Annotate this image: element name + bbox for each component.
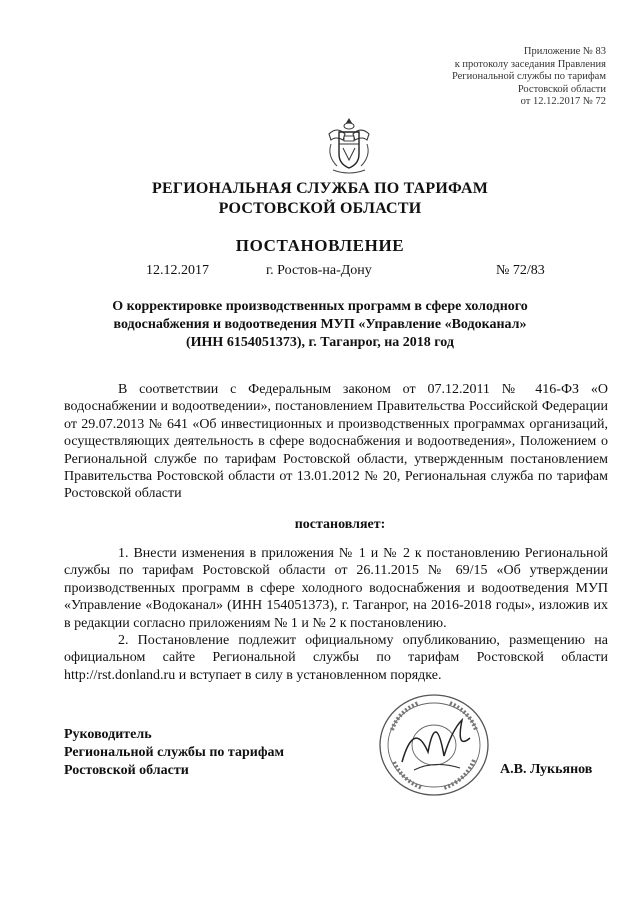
subject-line-3: (ИНН 6154051373), г. Таганрог, на 2018 год xyxy=(185,335,454,350)
signature-title-line: Ростовской области xyxy=(64,763,189,778)
subject-line-2: водоснабжения и водоотведения МУП «Управление «Водоканал» xyxy=(113,317,527,332)
signature-block xyxy=(64,726,284,780)
appendix-note-line: Региональной службы по тарифам xyxy=(451,71,606,83)
signer-name: А.В. Лукьянов xyxy=(500,762,593,777)
agency-name-line-1: РЕГИОНАЛЬНАЯ СЛУЖБА ПО ТАРИФАМ xyxy=(151,180,489,197)
document-city: г. Ростов-на-Дону xyxy=(266,263,372,278)
items-section xyxy=(64,545,608,684)
decides-heading: постановляет: xyxy=(294,517,386,532)
signature-title-line: Руководитель xyxy=(64,727,152,742)
subject-line-1: О корректировке производственных программ в сфере холодного xyxy=(112,299,528,314)
item-paragraph: 1. Внести изменения в приложения № 1 и № 2 к постановлению Региональной службы по тарифам Ростовской области от 26.11.2015 № 69/15 «Об утверждении производственных программ в сфере холодного водоснабжения и водоотведения МУП «Управление «Водоканал» (ИНН 154051373), г. Таганрог, на 2016-2018 годы», изложив их в редакции согласно приложениям № 1 и № 2 к постановлению. xyxy=(64,546,608,631)
document-type-title: ПОСТАНОВЛЕНИЕ xyxy=(235,236,405,255)
appendix-note xyxy=(452,46,606,109)
signature-title-line: Региональной службы по тарифам xyxy=(64,745,285,760)
appendix-note-line: от 12.12.2017 № 72 xyxy=(520,96,606,108)
item-paragraph: 2. Постановление подлежит официальному опубликованию, размещению на официальном сайте Региональной службы по тарифам Ростовской области http://rst.donland.ru и вступает в силу в установленном порядке. xyxy=(64,633,608,683)
appendix-note-line: к протоколу заседания Правления xyxy=(454,58,606,70)
coat-of-arms-icon xyxy=(323,114,375,176)
document-date: 12.12.2017 xyxy=(146,263,209,278)
appendix-note-line: Приложение № 83 xyxy=(523,46,606,57)
preamble-section xyxy=(64,381,608,503)
official-stamp-icon xyxy=(374,690,494,800)
appendix-note-line: Ростовской области xyxy=(517,83,606,95)
document-number: № 72/83 xyxy=(496,263,545,278)
preamble-paragraph: В соответствии с Федеральным законом от 07.12.2011 № 416-ФЗ «О водоснабжении и водоотведении», постановлением Правительства Российской Федерации от 29.07.2013 № 641 «Об инвестиционных и производственных программах организаций, осуществляющих деятельность в сфере водоснабжения и водоотведения», Положением о Региональной службе по тарифам Ростовской области, утвержденным постановлением Правительства Ростовской области от 13.01.2012 № 20, Региональная служба по тарифам Ростовской области xyxy=(64,382,608,502)
agency-name-line-2: РОСТОВСКОЙ ОБЛАСТИ xyxy=(218,200,422,217)
